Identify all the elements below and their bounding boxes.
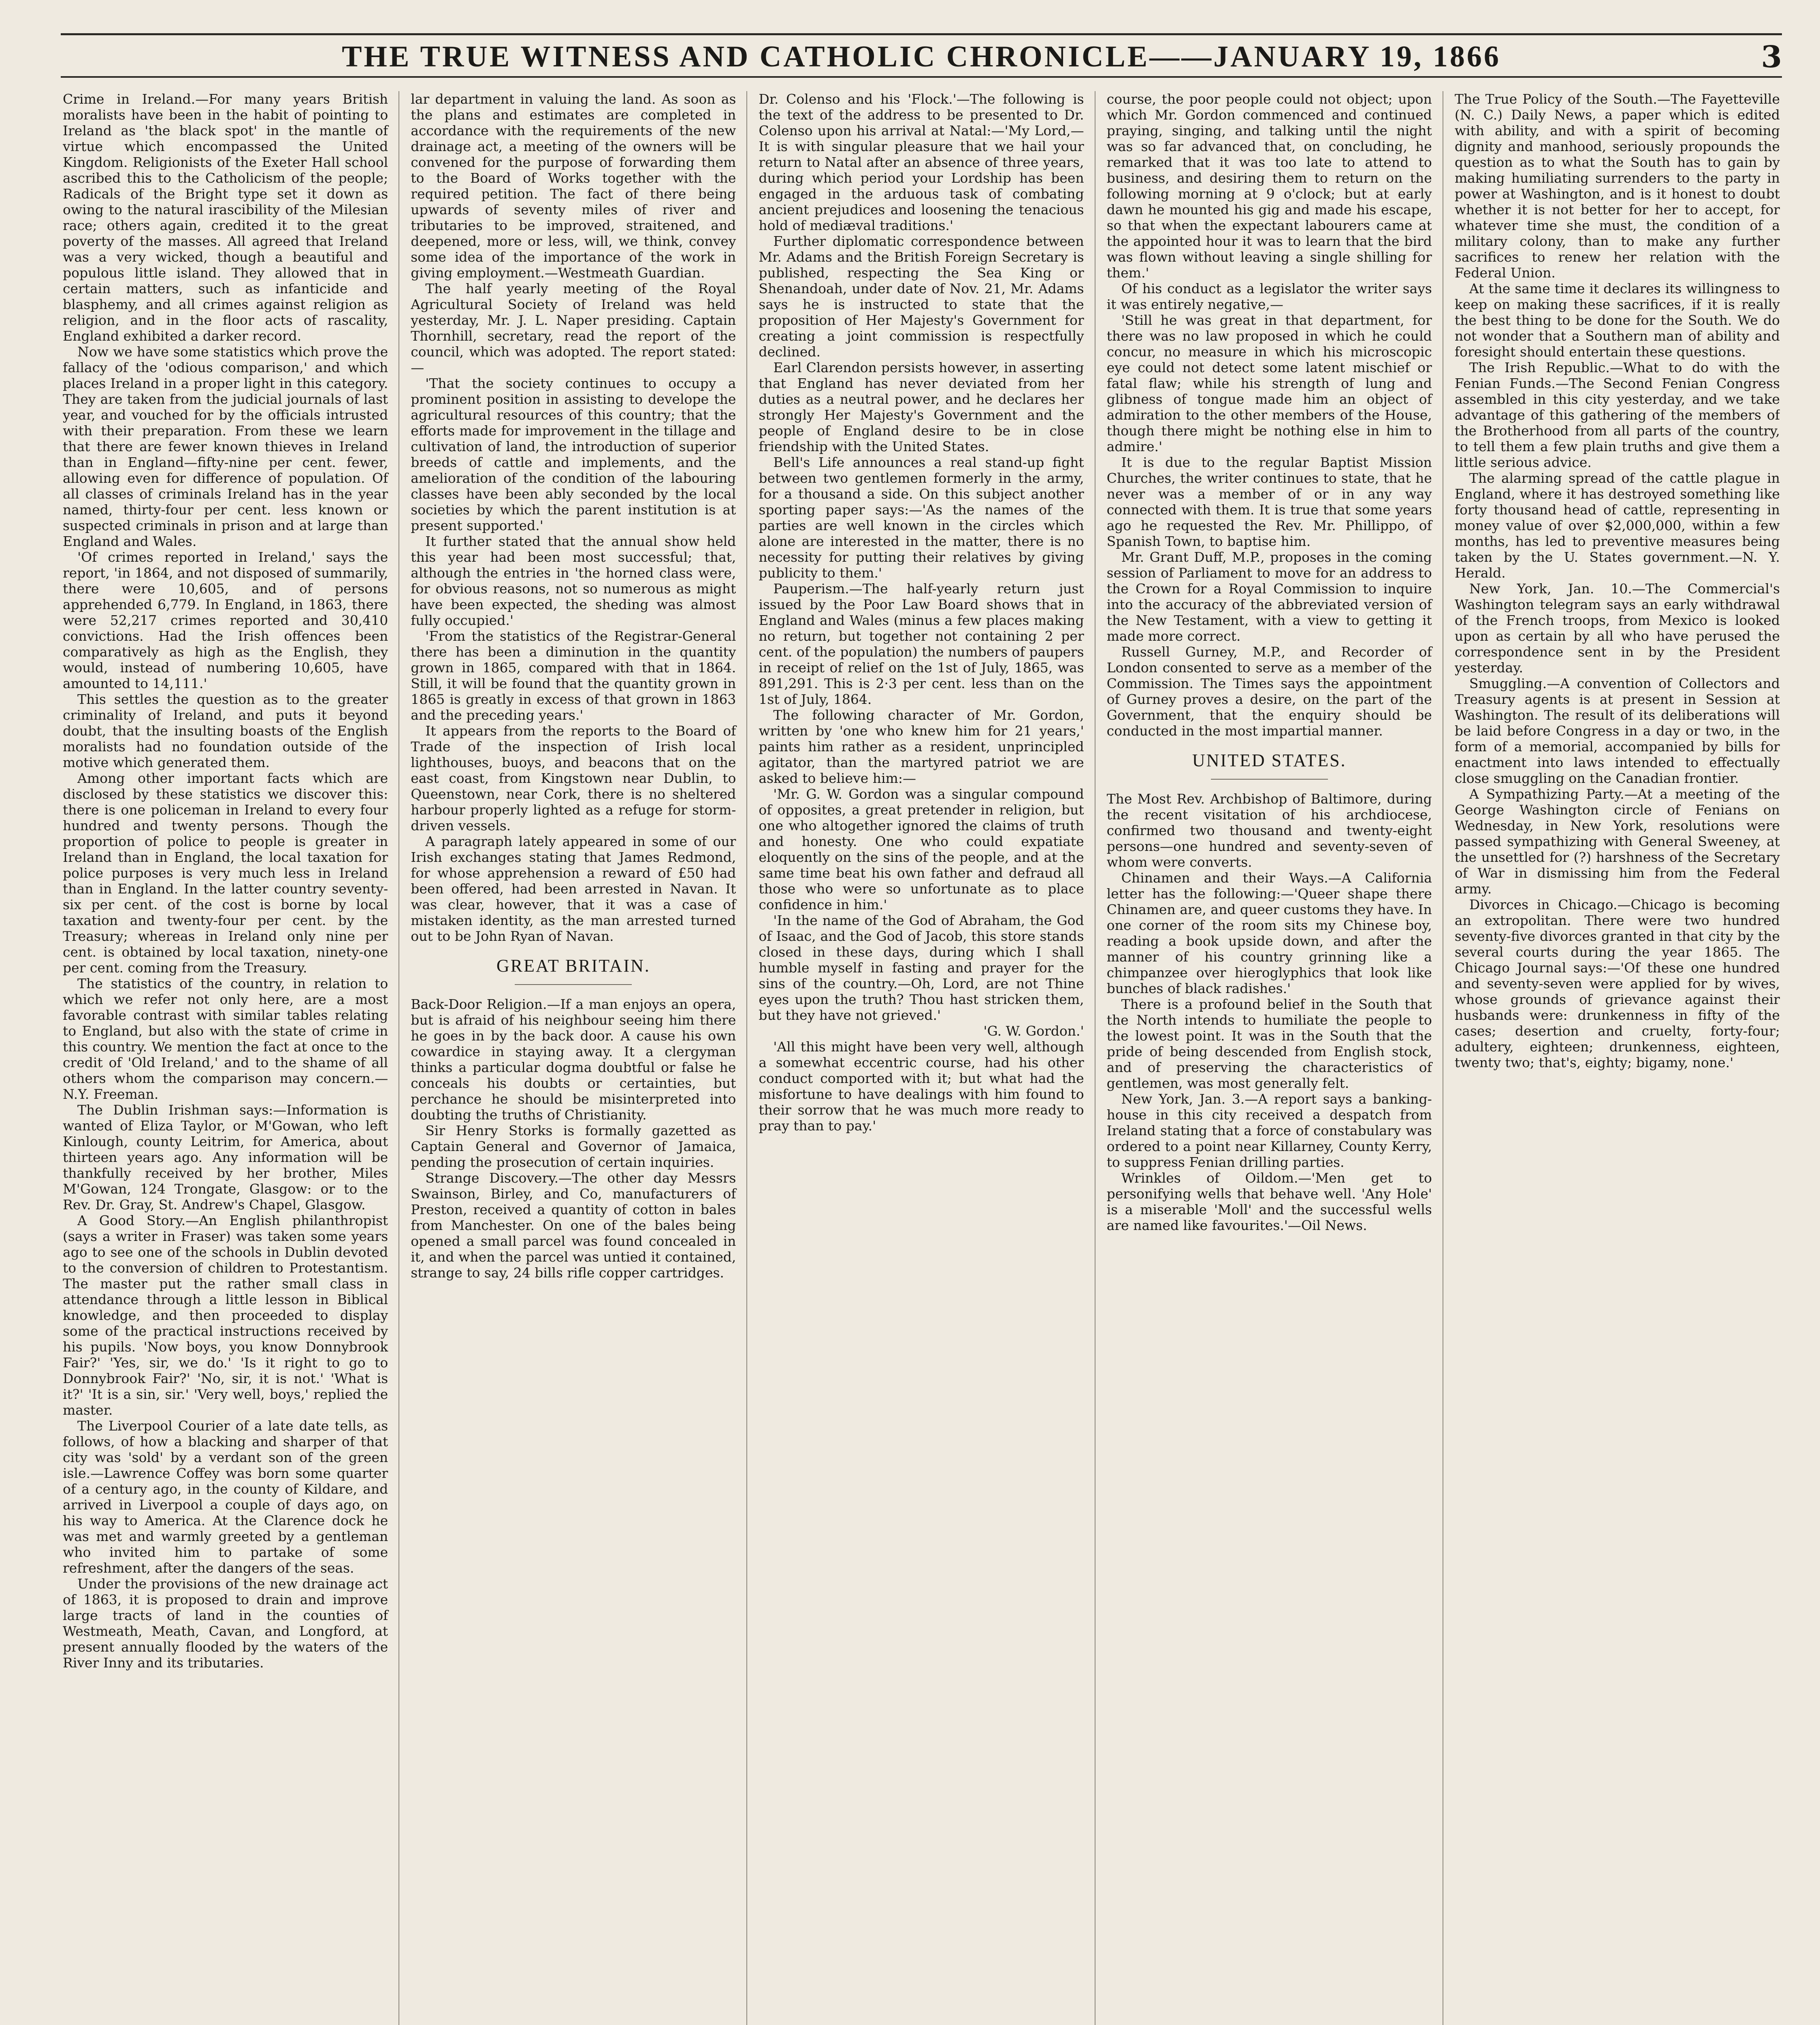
paragraph: 'Of crimes reported in Ireland,' says the report, 'in 1864, and not disposed of summarily, there were 10,605, and of persons apprehended 6,779. In England, in 1863, there were 52,217 crimes reported and 30,410 convictions. Had the Irish offences been comparatively as high as the English, they would, instead of numbering 10,605, have amounted to 14,111.' xyxy=(63,549,388,691)
paragraph: At the same time it declares its willingness to keep on making these sacrifices, if it is really the best thing to be done for the South. We do not wonder that a Southern man of ability and foresight should entertain these questions. xyxy=(1454,281,1780,360)
paragraph: The alarming spread of the cattle plague in England, where it has destroyed something like forty thousand head of cattle, representing in money value of over $2,000,000, within a few months, has led to preventive measures being taken by the U. States government.—N. Y. Herald. xyxy=(1454,470,1780,581)
paragraph: 'In the name of the God of Abraham, the God of Isaac, and the God of Jacob, this store stands closed in these days, during which I shall humble myself in fasting and prayer for the sins of the country.—Oh, Lord, are not Thine eyes upon the truth? Thou hast stricken them, but they have not grieved.' xyxy=(759,912,1084,1023)
paragraph: 'From the statistics of the Registrar-General there has been a diminution in the quantity grown in 1865, compared with that in 1864. Still, it will be found that the quantity grown in 1865 is greatly in excess of that grown in 1863 and the preceding years.' xyxy=(411,628,736,723)
section-rule xyxy=(1211,779,1328,780)
paragraph: Sir Henry Storks is formally gazetted as Captain General and Governor of Jamaica, pending the prosecution of certain inquiries. xyxy=(411,1123,736,1170)
paragraph: The Dublin Irishman says:—Information is wanted of Eliza Taylor, or M'Gowan, who left Kinlough, county Leitrim, for America, about thirteen years ago. Any information will be thankfully received by her brother, Miles M'Gowan, 124 Trongate, Glasgow: or to the Rev. Dr. Gray, St. Andrew's Chapel, Glasgow. xyxy=(63,1102,388,1213)
paragraph: The following character of Mr. Gordon, written by 'one who knew him for 21 years,' paints him rather as a resident, unprincipled agitator, than the martyred patriot we are asked to believe him:— xyxy=(759,707,1084,786)
article-smuggling: Smuggling.—A convention of Collectors and Treasury agents is at present in Session at Washington. The result of its deliberations will be laid before Congress in a day or two, in the form of a memorial, accompanied by bills for enactment into laws intended to effectually close smuggling on the Canadian frontier. xyxy=(1454,676,1780,786)
paragraph: Among other important facts which are disclosed by these statistics we discover this: there is one policeman in Ireland to every four hundred and twenty persons. Though the proportion of police to people is greater in Ireland than in England, the local taxation for police purposes is very much less in Ireland than in England. In the latter country seventy-six per cent. of the cost is borne by local taxation and twenty-four per cent. by the Treasury; whereas in Ireland only nine per cent. is obtained by local taxation, ninety-one per cent. coming from the Treasury. xyxy=(63,770,388,976)
column-1 xyxy=(63,91,399,2025)
masthead-top-rule xyxy=(61,33,1782,35)
paragraph: Now we have some statistics which prove the fallacy of the 'odious comparison,' and which places Ireland in a proper light in this category. They are taken from the judicial journals of last year, and vouched for by the officials intrusted with their preparation. From these we learn that there are fewer known thieves in Ireland than in England—fifty-nine per cent. fewer, allowing even for difference of population. Of all classes of criminals Ireland has in the year named, thirty-four per cent. less known or suspected criminals in prison and at large than England and Wales. xyxy=(63,344,388,549)
signature-line: 'G. W. Gordon.' xyxy=(983,1023,1084,1039)
paragraph: 'Mr. G. W. Gordon was a singular compound of opposites, a great pretender in religion, but one who altogether ignored the claims of truth and honesty. One who could expatiate eloquently on the sins of the people, and at the same time beat his own father and defraud all those who were so unfortunate as to place confidence in him.' xyxy=(759,786,1084,912)
page-number: 3 xyxy=(1761,40,1782,75)
paragraph: lar department in valuing the land. As soon as the plans and estimates are completed in accordance with the requirements of the new drainage act, a meeting of the owners will be convened for the purpose of forwarding them to the Board of Works together with the required petition. The fact of there being upwards of seventy miles of river and tributaries to be improved, straitened, and deepened, more or less, will, we think, convey some idea of the importance of the work in giving employment.—Westmeath Guardian. xyxy=(411,91,736,281)
paragraph: The Most Rev. Archbishop of Baltimore, during the recent visitation of his archdiocese, confirmed two thousand and twenty-eight persons—one hundred and seventy-seven of whom were converts. xyxy=(1106,791,1432,870)
article-true-policy-of-the-south: The True Policy of the South.—The Fayetteville (N. C.) Daily News, a paper which is edited with ability, and with a spirit of becoming dignity and manhood, seriously propounds the question as to what the South has to gain by making humiliating surrenders to the party in power at Washington, and is it honest to doubt whether it is not better for her to accept, for whatever time she must, the condition of a military colony, than to make any further sacrifices to renew her relation with the Federal Union. xyxy=(1454,91,1780,281)
paragraph: The half yearly meeting of the Royal Agricultural Society of Ireland was held yesterday, Mr. J. L. Naper presiding. Captain Thornhill, secretary, read the report of the council, which was adopted. The report stated:— xyxy=(411,281,736,375)
article-divorces-in-chicago: Divorces in Chicago.—Chicago is becoming an extropolitan. There were two hundred seventy-five divorces granted in that city by the several courts during the year 1865. The Chicago Journal says:—'Of these one hundred and seventy-seven were applied for by wives, whose grounds of grievance against their husbands were: drunkenness in fifty of the cases; desertion and cruelty, forty-four; adultery, eighteen; drunkenness, eighteen, twenty two; that's, eighty; bigamy, none.' xyxy=(1454,897,1780,1070)
article-columns xyxy=(63,91,1780,2025)
article-strange-discovery: Strange Discovery.—The other day Messrs Swainson, Birley, and Co, manufacturers of Preston, received a quantity of cotton in bales from Manchester. On one of the bales being opened a small parcel was found concealed in it, and when the parcel was untied it contained, strange to say, 24 bills rifle copper cartridges. xyxy=(411,1170,736,1281)
section-rule xyxy=(515,984,632,985)
masthead-title: THE TRUE WITNESS AND CATHOLIC CHRONICLE——JANUARY 19, 1866 xyxy=(342,40,1501,73)
paragraph: The Liverpool Courier of a late date tells, as follows, of how a blacking and sharper of that city was 'sold' by a verdant son of the green isle.—Lawrence Coffey was born some quarter of a century ago, in the county of Kildare, and arrived in Liverpool a couple of days ago, on his way to America. At the Clarence dock he was met and warmly greeted by a gentleman who invited him to partake of some refreshment, after the dangers of the seas. xyxy=(63,1418,388,1576)
paragraph: Further diplomatic correspondence between Mr. Adams and the British Foreign Secretary is published, respecting the Sea King or Shenandoah, under date of Nov. 21, Mr. Adams says he is instructed to state that the proposition of Her Majesty's Government for creating a joint commission is respectfully declined. xyxy=(759,233,1084,360)
section-heading-great-britain: GREAT BRITAIN. xyxy=(496,956,650,976)
article-chinamen: Chinamen and their Ways.—A California letter has the following:—'Queer shape there Chinamen are, and queer customs they have. In one corner of the room sits my Chinese boy, reading a book upside down, and after the manner of his country grinning like a chimpanzee over hieroglyphics that look like bunches of black radishes.' xyxy=(1106,870,1432,996)
paragraph: It is due to the regular Baptist Mission Churches, the writer continues to state, that he never was a member of or in any way connected with them. It is true that some years ago he requested the Rev. Mr. Phillippo, of Spanish Town, to baptise him. xyxy=(1106,454,1432,549)
paragraph: The statistics of the country, in relation to which we refer not only here, are a most favorable contrast with similar tables relating to England, but also with the state of crime in this country. We mention the fact at once to the credit of 'Old Ireland,' and to the shame of all others whom the comparison may concern.—N.Y. Freeman. xyxy=(63,976,388,1102)
paragraph: course, the poor people could not object; upon which Mr. Gordon commenced and continued praying, singing, and talking until the night was so far advanced that, on concluding, he remarked that it was too late to attend to business, and desiring them to return on the following morning at 9 o'clock; but at early dawn he mounted his gig and made his escape, so that when the expectant labourers came at the appointed hour it was to learn that the bird was flown without leaving a single shilling for them.' xyxy=(1106,91,1432,281)
article-dr-colenso: Dr. Colenso and his 'Flock.'—The following is the text of the address to be presented to Dr. Colenso upon his arrival at Natal:—'My Lord,—It is with singular pleasure that we hail your return to Natal after an absence of three years, during which period your Lordship has been engaged in the arduous task of combating ancient prejudices and loosening the tenacious hold of mediæval traditions.' xyxy=(759,91,1084,233)
paragraph: Earl Clarendon persists however, in asserting that England has never deviated from her duties as a neutral power, and he declares her strongly Her Majesty's Government and the people of England desire to be in close friendship with the United States. xyxy=(759,360,1084,454)
paragraph: There is a profound belief in the South that the North intends to humiliate the people to the lowest point. It was in the South that the pride of being descended from English stock, and of preserving the characteristics of gentlemen, was most generally felt. xyxy=(1106,996,1432,1091)
paragraph: Under the provisions of the new drainage act of 1863, it is proposed to drain and improve large tracts of land in the counties of Westmeath, Meath, Cavan, and Longford, at present annually flooded by the waters of the River Inny and its tributaries. xyxy=(63,1576,388,1671)
paragraph: This settles the question as to the greater criminality of Ireland, and puts it beyond doubt, that the insulting boasts of the English moralists had no foundation outside of the motive which generated them. xyxy=(63,691,388,770)
article-a-good-story: A Good Story.—An English philanthropist (says a writer in Fraser) was taken some years ago to see one of the schools in Dublin devoted to the conversion of children to Protestantism. The master put the rather small class in attendance through a little lesson in Biblical knowledge, and then proceeded to display some of the practical instructions received by his pupils. 'Now boys, you know Donnybrook Fair?' 'Yes, sir, we do.' 'Is it right to go to Donnybrook Fair?' 'No, sir, it is not.' 'What is it?' 'It is a sin, sir.' 'Very well, boys,' replied the master. xyxy=(63,1213,388,1418)
paragraph: Bell's Life announces a real stand-up fight between two gentlemen formerly in the army, for a thousand a side. On this subject another sporting paper says:—'As the names of the parties are well known in the circles which alone are interested in the matter, there is no necessity for putting their relatives by giving publicity to them.' xyxy=(759,454,1084,581)
article-pauperism: Pauperism.—The half-yearly return just issued by the Poor Law Board shows that in England and Wales (minus a few places making no return, but together not containing 2 per cent. of the population) the numbers of paupers in receipt of relief on the 1st of July, 1865, was 891,291. This is 2·3 per cent. less than on the 1st of July, 1864. xyxy=(759,581,1084,707)
paragraph: Mr. Grant Duff, M.P., proposes in the coming session of Parliament to move for an address to the Crown for a Royal Commission to inquire into the accuracy of the abbreviated version of the New Testament, with a view to getting it made more correct. xyxy=(1106,549,1432,644)
article-back-door-religion: Back-Door Religion.—If a man enjoys an opera, but is afraid of his neighbour seeing him there he goes in by the back door. A cause his own cowardice in staying away. It a clergyman thinks a particular dogma doubtful or false he conceals his doubts or certainties, but perchance he should be misinterpreted into doubting the truths of Christianity. xyxy=(411,996,736,1123)
section-heading-united-states: UNITED STATES. xyxy=(1192,750,1347,770)
masthead-bottom-rule xyxy=(61,76,1782,78)
article-sympathizing-party: A Sympathizing Party.—At a meeting of the George Washington circle of Fenians on Wednesday, in New York, resolutions were passed sympathizing with General Sweeney, at the unsettled for (?) harshness of the Secretary of War in dismissing him from the Federal army. xyxy=(1454,786,1780,897)
paragraph: It appears from the reports to the Board of Trade of the inspection of Irish local lighthouses, buoys, and beacons that on the east coast, from Kingstown near Dublin, to Queenstown, near Cork, there is no sheltered harbour properly lighted as a refuge for storm-driven vessels. xyxy=(411,723,736,833)
paragraph: 'All this might have been very well, although a somewhat eccentric course, had his other conduct comported with it; but what had the misfortune to have dealings with him found to their sorrow that he was much more ready to pray than to pay.' xyxy=(759,1039,1084,1134)
column-4 xyxy=(1107,91,1443,2025)
masthead xyxy=(61,28,1782,77)
column-5 xyxy=(1455,91,1780,2025)
column-2 xyxy=(411,91,747,2025)
paragraph: Of his conduct as a legislator the writer says it was entirely negative,— xyxy=(1106,281,1432,312)
paragraph: 'That the society continues to occupy a prominent position in assisting to develope the agricultural resources of this country; that the efforts made for improvement in the tillage and cultivation of land, the introduction of superior breeds of cattle and implements, and the amelioration of the condition of the labouring classes have been ably seconded by the local societies by which the parent institution is at present supported.' xyxy=(411,375,736,533)
paragraph: 'Still he was great in that department, for there was no law proposed in which he could concur, no measure in which his microscopic eye could not detect some latent mischief or fatal flaw; while his strength of lung and glibness of tongue made him an object of admiration to the other members of the House, though there might be nothing else in him to admire.' xyxy=(1106,312,1432,454)
article-crime-in-ireland: Crime in Ireland.—For many years British moralists have been in the habit of pointing to Ireland as 'the black spot' in the mantle of virtue which encompassed the United Kingdom. Religionists of the Exeter Hall school ascribed this to the Catholicism of the people; Radicals of the Bright type set it down as owing to the natural irascibility of the Milesian race; others again, credited it to the great poverty of the masses. All agreed that Ireland was a very wicked, though a beautiful and populous little island. They allowed that in certain matters, such as infanticide and blasphemy, and all crimes against religion as religion, and in the floor acts of rascality, England exhibited a darker record. xyxy=(63,91,388,344)
paragraph: A paragraph lately appeared in some of our Irish exchanges stating that James Redmond, for whose apprehension a reward of £50 had been offered, had been arrested in Navan. It was clear, however, that it was a case of mistaken identity, as the man arrested turned out to be John Ryan of Navan. xyxy=(411,833,736,944)
paragraph: New York, Jan. 10.—The Commercial's Washington telegram says an early withdrawal of the French troops, from Mexico is looked upon as certain by all who have perused the correspondence sent in by the President yesterday. xyxy=(1454,581,1780,676)
paragraph: It further stated that the annual show held this year had been most successful; that, although the entries in 'the horned class were, for obvious reasons, not so numerous as might have been expected, the sheding was almost fully occupied.' xyxy=(411,533,736,628)
article-irish-republic: The Irish Republic.—What to do with the Fenian Funds.—The Second Fenian Congress assembled in this city yesterday, and we take advantage of this gathering of the members of the Brotherhood from all parts of the country, to tell them a few plain truths and give them a little serious advice. xyxy=(1454,360,1780,470)
column-3 xyxy=(759,91,1095,2025)
paragraph: Russell Gurney, M.P., and Recorder of London consented to serve as a member of the Commission. The Times says the appointment of Gurney proves a desire, on the part of the Government, that the enquiry should be conducted in the most impartial manner. xyxy=(1106,644,1432,739)
paragraph: Wrinkles of Oildom.—'Men get to personifying wells that behave well. 'Any Hole' is a miserable 'Moll' and the successful wells are named like favourites.'—Oil News. xyxy=(1106,1170,1432,1233)
paragraph: New York, Jan. 3.—A report says a banking-house in this city received a despatch from Ireland stating that a force of constabulary was ordered to a point near Killarney, County Kerry, to suppress Fenian drilling parties. xyxy=(1106,1091,1432,1170)
